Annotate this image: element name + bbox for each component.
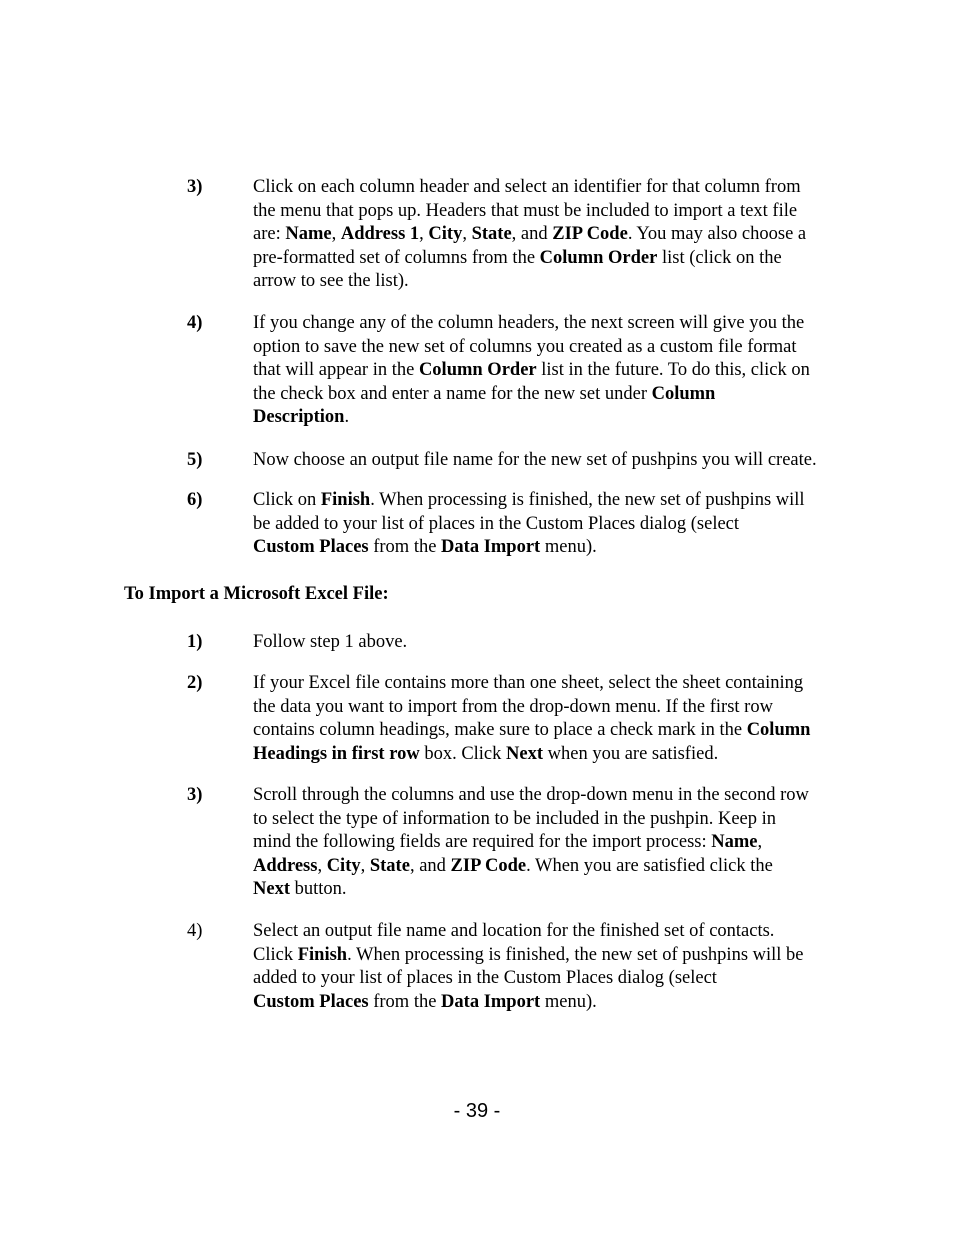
text-run: , bbox=[757, 832, 763, 853]
step-text bbox=[253, 672, 865, 766]
text-run: the check box and enter a name for the new set under bbox=[253, 383, 652, 404]
bold-term: State bbox=[369, 855, 410, 876]
bold-term: Data Import bbox=[441, 991, 541, 1012]
step-text bbox=[253, 176, 865, 294]
text-line bbox=[253, 696, 865, 720]
text-line bbox=[253, 383, 865, 407]
text-run: button. bbox=[289, 879, 347, 900]
text-run: option to save the new set of columns you created as a custom file format bbox=[253, 336, 797, 357]
bold-term: Name bbox=[711, 832, 758, 853]
bold-term: Finish bbox=[320, 490, 371, 510]
text-run: . You may also choose a bbox=[627, 224, 807, 245]
bold-term: Name bbox=[285, 224, 332, 245]
bold-term: Headings in first row bbox=[253, 743, 420, 764]
bold-term: Column bbox=[651, 383, 716, 404]
text-run: , and bbox=[511, 224, 553, 245]
text-run: , and bbox=[409, 855, 451, 876]
bold-term: Next bbox=[506, 743, 544, 764]
text-line bbox=[253, 672, 865, 696]
step-text bbox=[253, 784, 865, 902]
step-number: 3) bbox=[187, 177, 203, 197]
bold-term: State bbox=[471, 224, 512, 245]
bold-term: Column bbox=[746, 720, 811, 741]
bold-term: Next bbox=[253, 879, 290, 900]
text-run: menu). bbox=[540, 991, 597, 1012]
text-run: pre-formatted set of columns from the bbox=[253, 247, 540, 268]
text-run: , bbox=[317, 855, 327, 876]
text-run: mind the following fields are required for the import process: bbox=[253, 832, 712, 853]
text-line bbox=[253, 991, 865, 1015]
text-line bbox=[253, 449, 865, 473]
text-run: , bbox=[419, 224, 429, 245]
bold-term: Description bbox=[253, 407, 345, 428]
text-run: box. Click bbox=[419, 743, 507, 764]
bold-term: Column Order bbox=[539, 247, 658, 268]
text-line bbox=[253, 719, 865, 743]
bold-term: Column Order bbox=[418, 360, 537, 381]
text-line bbox=[253, 631, 865, 655]
text-run: from the bbox=[368, 537, 442, 558]
text-run: the menu that pops up. Headers that must be included to import a text file bbox=[253, 200, 798, 221]
text-run: contains column headings, make sure to place a check mark in the bbox=[253, 720, 747, 741]
text-run: , bbox=[462, 224, 472, 245]
text-run: Click bbox=[253, 944, 298, 965]
text-run: . When processing is finished, the new set of pushpins will be bbox=[347, 944, 804, 965]
text-line bbox=[253, 312, 865, 336]
text-line bbox=[253, 336, 865, 360]
step-text bbox=[253, 312, 865, 430]
bold-term: Address bbox=[253, 855, 318, 876]
bold-term: Custom Places bbox=[253, 537, 369, 558]
text-line bbox=[253, 536, 865, 560]
step-number: 2) bbox=[187, 673, 203, 693]
text-line bbox=[253, 513, 865, 537]
bold-term: City bbox=[326, 855, 361, 876]
text-line bbox=[253, 359, 865, 383]
text-run: be added to your list of places in the Custom Places dialog (select bbox=[253, 513, 740, 534]
text-run: Follow step 1 above. bbox=[253, 632, 408, 652]
text-run: Click on bbox=[253, 490, 321, 510]
bold-term: Data Import bbox=[441, 537, 541, 558]
text-line bbox=[253, 784, 865, 808]
section-heading: To Import a Microsoft Excel File: bbox=[124, 584, 389, 604]
text-line bbox=[253, 489, 865, 513]
bold-term: Custom Places bbox=[253, 991, 369, 1012]
text-run: If you change any of the column headers, the next screen will give you the bbox=[253, 313, 805, 333]
text-line bbox=[253, 944, 865, 968]
text-run: are: bbox=[253, 224, 286, 245]
step-number: 4) bbox=[187, 313, 203, 333]
bold-term: ZIP Code bbox=[552, 224, 628, 245]
step-text bbox=[253, 920, 865, 1014]
text-line bbox=[253, 406, 865, 430]
text-line bbox=[253, 223, 865, 247]
text-run: Click on each column header and select an identifier for that column from bbox=[253, 177, 801, 197]
step-number: 3) bbox=[187, 785, 203, 805]
step-number: 4) bbox=[187, 921, 203, 941]
text-run: menu). bbox=[540, 537, 597, 558]
bold-term: ZIP Code bbox=[450, 855, 527, 876]
text-run: when you are satisfied. bbox=[543, 743, 719, 764]
step-text bbox=[253, 631, 865, 655]
bold-term: Finish bbox=[297, 944, 348, 965]
text-line bbox=[253, 200, 865, 224]
text-run: that will appear in the bbox=[253, 360, 419, 381]
text-run: . When processing is finished, the new set of pushpins will bbox=[370, 490, 805, 510]
page-number: - 39 - bbox=[453, 1100, 501, 1122]
text-run: arrow to see the list). bbox=[253, 271, 409, 292]
text-run: list in the future. To do this, click on bbox=[536, 360, 810, 381]
text-run: If your Excel file contains more than one sheet, select the sheet containing bbox=[253, 673, 804, 693]
text-run: added to your list of places in the Custom Places dialog (select bbox=[253, 968, 717, 989]
text-run: list (click on the bbox=[657, 247, 782, 268]
step-number: 5) bbox=[187, 450, 203, 470]
step-text bbox=[253, 449, 865, 473]
text-run: Scroll through the columns and use the drop-down menu in the second row bbox=[253, 785, 809, 805]
bold-term: City bbox=[428, 224, 463, 245]
text-run: , bbox=[331, 224, 341, 245]
text-run: . bbox=[344, 407, 350, 428]
text-line bbox=[253, 920, 865, 944]
step-text bbox=[253, 489, 865, 560]
text-run: from the bbox=[368, 991, 442, 1012]
text-run: to select the type of information to be included in the pushpin. Keep in bbox=[253, 808, 777, 829]
text-run: Select an output file name and location for the finished set of contacts. bbox=[253, 921, 775, 941]
text-line bbox=[253, 247, 865, 271]
step-number: 6) bbox=[187, 490, 203, 510]
bold-term: Address 1 bbox=[340, 224, 420, 245]
text-line bbox=[253, 743, 865, 767]
text-run: , bbox=[360, 855, 370, 876]
text-line bbox=[253, 176, 865, 200]
text-line bbox=[253, 270, 865, 294]
text-run: Now choose an output file name for the new set of pushpins you will create. bbox=[253, 450, 817, 470]
text-run: the data you want to import from the drop-down menu. If the first row bbox=[253, 696, 773, 717]
step-number: 1) bbox=[187, 632, 203, 652]
text-line bbox=[253, 831, 865, 855]
text-line bbox=[253, 855, 865, 879]
text-run: . When you are satisfied click the bbox=[526, 855, 773, 876]
text-line bbox=[253, 967, 865, 991]
text-line bbox=[253, 878, 865, 902]
text-line bbox=[253, 808, 865, 832]
